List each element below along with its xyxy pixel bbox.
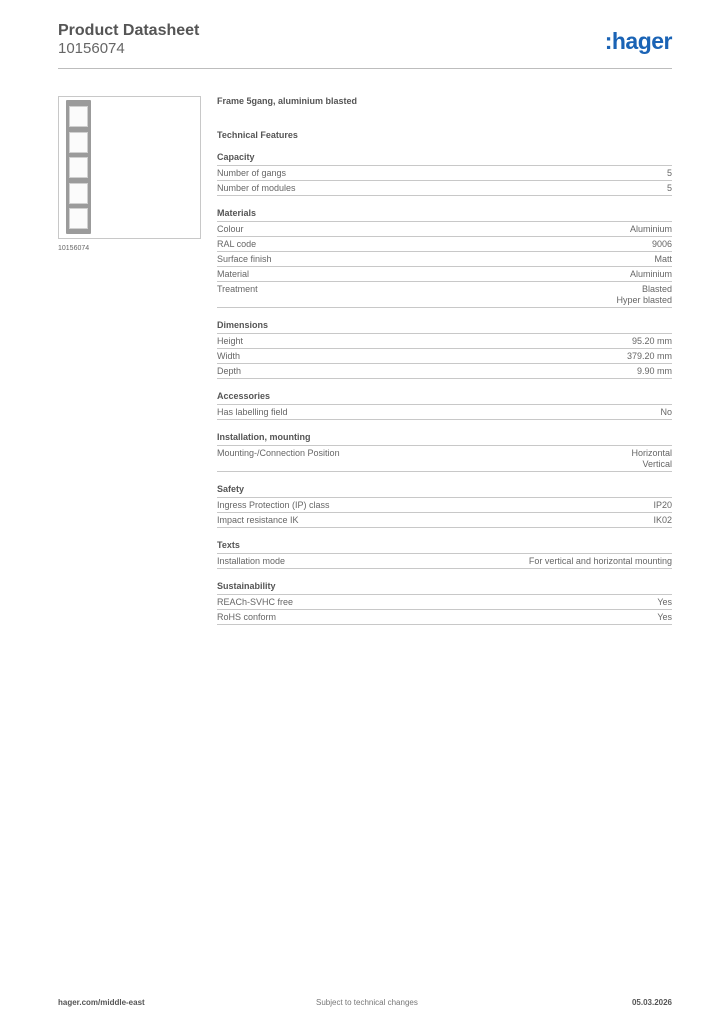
spec-label: Depth — [217, 366, 242, 376]
spec-section — [217, 152, 672, 196]
spec-value: Yes — [657, 612, 672, 622]
gang-opening — [69, 132, 88, 153]
spec-value: 9.90 mm — [636, 366, 672, 376]
spec-section — [217, 391, 672, 420]
gang-opening — [69, 183, 88, 204]
spec-value: 5 — [666, 183, 672, 193]
spec-column — [217, 96, 672, 625]
section-title: Sustainability — [217, 581, 672, 595]
spec-row — [217, 364, 672, 379]
page-title: Product Datasheet — [58, 22, 200, 39]
spec-section — [217, 581, 672, 625]
spec-section — [217, 432, 672, 472]
technical-features-heading: Technical Features — [217, 130, 298, 140]
spec-label: Impact resistance IK — [217, 515, 299, 525]
spec-value: IK02 — [653, 515, 672, 525]
spec-value: 379.20 mm — [626, 351, 672, 361]
product-image — [58, 96, 201, 239]
image-caption: 10156074 — [58, 245, 90, 252]
section-title: Installation, mounting — [217, 432, 672, 446]
spec-row — [217, 222, 672, 237]
spec-row — [217, 334, 672, 349]
spec-label: Number of gangs — [217, 168, 287, 178]
spec-row — [217, 405, 672, 420]
spec-value: Aluminium — [629, 224, 672, 234]
spec-label: Surface finish — [217, 254, 272, 264]
footer-website: hager.com/middle-east — [58, 998, 145, 1007]
frame-illustration — [66, 100, 91, 234]
spec-label: Number of modules — [217, 183, 296, 193]
spec-label: Width — [217, 351, 241, 361]
spec-sections — [217, 152, 672, 625]
spec-row — [217, 349, 672, 364]
spec-value: Yes — [657, 597, 672, 607]
spec-section — [217, 540, 672, 569]
spec-value: 9006 — [651, 239, 672, 249]
gang-opening — [69, 106, 88, 127]
spec-label: Installation mode — [217, 556, 286, 566]
spec-value: 95.20 mm — [631, 336, 672, 346]
spec-label: Mounting-/Connection Position — [217, 448, 340, 458]
spec-label: Colour — [217, 224, 244, 234]
spec-value: Blasted Hyper blasted — [616, 284, 672, 305]
product-description: Frame 5gang, aluminium blasted — [217, 96, 358, 106]
article-number: 10156074 — [58, 40, 125, 57]
spec-value: No — [660, 407, 672, 417]
spec-label: RoHS conform — [217, 612, 277, 622]
section-title: Dimensions — [217, 320, 672, 334]
spec-label: REACh-SVHC free — [217, 597, 294, 607]
spec-value: 5 — [666, 168, 672, 178]
gang-opening — [69, 157, 88, 178]
spec-row — [217, 610, 672, 625]
spec-label: Material — [217, 269, 250, 279]
spec-row — [217, 181, 672, 196]
spec-value: Aluminium — [629, 269, 672, 279]
spec-row — [217, 498, 672, 513]
section-title: Capacity — [217, 152, 672, 166]
gang-opening — [69, 208, 88, 229]
section-title: Safety — [217, 484, 672, 498]
spec-label: Treatment — [217, 284, 258, 294]
spec-label: RAL code — [217, 239, 257, 249]
spec-label: Ingress Protection (IP) class — [217, 500, 330, 510]
spec-row — [217, 267, 672, 282]
spec-value: For vertical and horizontal mounting — [528, 556, 672, 566]
footer-notice: Subject to technical changes — [316, 998, 418, 1007]
spec-section — [217, 484, 672, 528]
spec-value: Horizontal Vertical — [631, 448, 672, 469]
spec-row — [217, 513, 672, 528]
spec-value: IP20 — [653, 500, 672, 510]
spec-section — [217, 208, 672, 308]
section-title: Materials — [217, 208, 672, 222]
spec-row — [217, 554, 672, 569]
section-title: Accessories — [217, 391, 672, 405]
hager-logo: :hager — [604, 28, 672, 54]
spec-section — [217, 320, 672, 379]
spec-value: Matt — [654, 254, 672, 264]
spec-row — [217, 252, 672, 267]
spec-row — [217, 166, 672, 181]
spec-label: Height — [217, 336, 244, 346]
spec-row — [217, 282, 672, 308]
spec-row — [217, 237, 672, 252]
spec-row — [217, 595, 672, 610]
header-divider — [58, 68, 672, 69]
section-title: Texts — [217, 540, 672, 554]
spec-row — [217, 446, 672, 472]
spec-label: Has labelling field — [217, 407, 288, 417]
footer-date: 05.03.2026 — [631, 998, 672, 1007]
